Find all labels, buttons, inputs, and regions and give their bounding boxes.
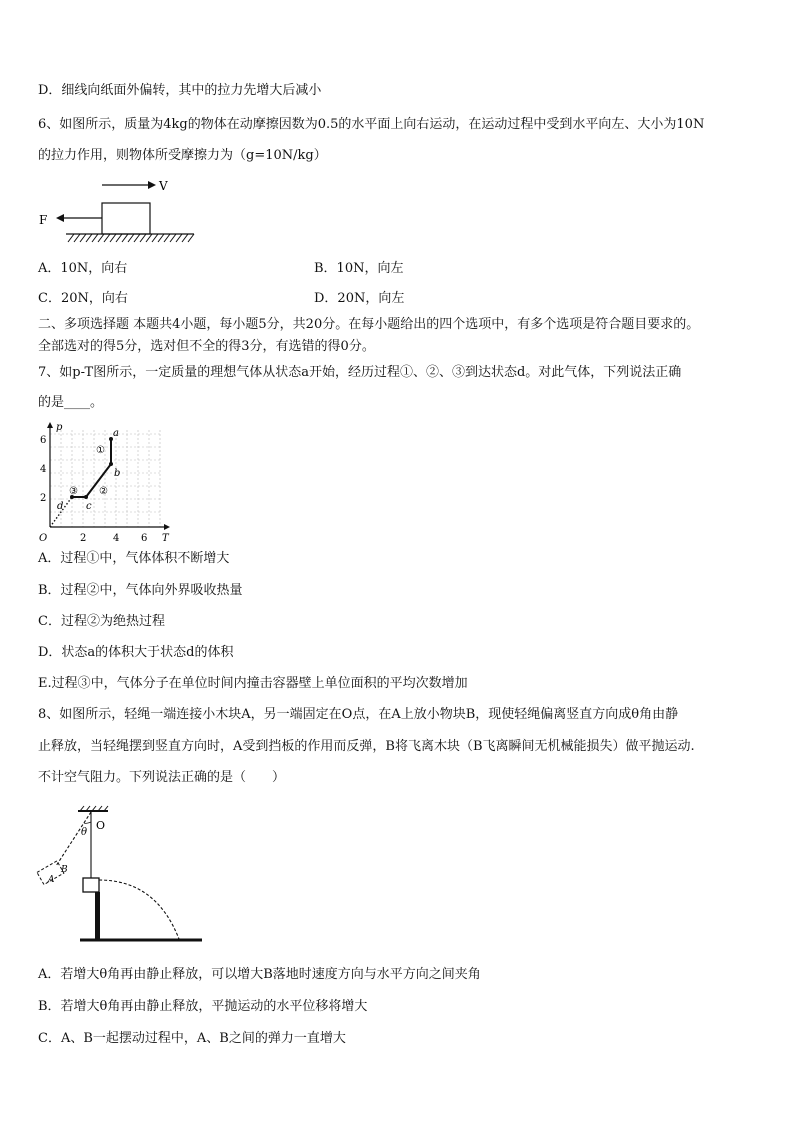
force-label: F xyxy=(39,213,48,227)
q7-option-e: E.过程③中，气体分子在单位时间内撞击容器壁上单位面积的平均次数增加 xyxy=(38,676,468,691)
q6-option-a: A．10N，向右 xyxy=(38,261,128,276)
q8-stem-line2: 止释放，当轻绳摆到竖直方向时，A受到挡板的作用而反弹，B将飞离木块（B飞离瞬间无机械能损失）做平抛运动. xyxy=(38,739,695,754)
q7-option-b: B．过程②中，气体向外界吸收热量 xyxy=(38,583,243,598)
q6-option-d: D．20N，向左 xyxy=(314,291,405,306)
q7-option-a: A．过程①中，气体体积不断增大 xyxy=(38,551,230,566)
y-tick-6: 6 xyxy=(40,435,47,446)
q6-stem-line1: 6、如图所示，质量为4kg的物体在动摩擦因数为0.5的水平面上向右运动，在运动过程中受到水平向左、大小为10N xyxy=(38,117,705,132)
q7-stem-line2: 的是____。 xyxy=(38,395,104,410)
process-1-label: ① xyxy=(96,445,105,456)
graph-y-label: p xyxy=(56,422,63,433)
x-tick-6: 6 xyxy=(141,533,148,544)
q7-option-c: C．过程②为绝热过程 xyxy=(38,614,165,629)
state-d-label: d xyxy=(57,501,64,512)
q7-pT-graph xyxy=(36,420,176,546)
point-o-label: O xyxy=(96,819,106,832)
q8-pendulum-figure xyxy=(36,804,208,948)
x-tick-4: 4 xyxy=(113,533,120,544)
q8-option-c: C．A、B一起摆动过程中，A、B之间的弹力一直增大 xyxy=(38,1031,346,1046)
q6-block-figure xyxy=(36,172,206,248)
graph-origin-label: O xyxy=(39,533,48,544)
q5-option-d: D．细线向纸面外偏转，其中的拉力先增大后减小 xyxy=(38,83,322,98)
q6-option-c: C．20N，向右 xyxy=(38,291,128,306)
q7-stem-line1: 7、如p-T图所示，一定质量的理想气体从状态a开始，经历过程①、②、③到达状态d。对此气体，下列说法正确 xyxy=(38,365,682,380)
q8-option-b: B．若增大θ角再由静止释放，平抛运动的水平位移将增大 xyxy=(38,999,368,1014)
state-b-label: b xyxy=(114,468,121,479)
q8-stem-line3: 不计空气阻力。下列说法正确的是（ ） xyxy=(38,770,286,785)
q6-stem-line2: 的拉力作用，则物体所受摩擦力为（g=10N/kg） xyxy=(38,148,327,163)
q7-option-d: D．状态a的体积大于状态d的体积 xyxy=(38,645,234,660)
graph-x-label: T xyxy=(162,533,169,544)
block-a-label: A xyxy=(48,875,55,885)
section2-header-line2: 全部选对的得5分，选对但不全的得3分，有选错的得0分。 xyxy=(38,339,375,354)
q8-option-a: A．若增大θ角再由静止释放，可以增大B落地时速度方向与水平方向之间夹角 xyxy=(38,967,481,982)
velocity-label: V xyxy=(159,179,168,193)
y-tick-2: 2 xyxy=(40,493,47,504)
theta-label: θ xyxy=(81,827,88,838)
x-tick-2: 2 xyxy=(80,533,87,544)
block-b-label: B xyxy=(61,865,68,875)
q6-option-b: B．10N，向左 xyxy=(314,261,404,276)
state-a-label: a xyxy=(113,428,119,439)
y-tick-4: 4 xyxy=(40,464,47,475)
state-c-label: c xyxy=(86,501,92,512)
q8-stem-line1: 8、如图所示，轻绳一端连接小木块A，另一端固定在O点，在A上放小物块B，现使轻绳偏离竖直方向成θ角由静 xyxy=(38,707,679,722)
section2-header-line1: 二、多项选择题 本题共4小题，每小题5分，共20分。在每小题给出的四个选项中，有多个选项是符合题目要求的。 xyxy=(38,317,700,332)
process-3-label: ③ xyxy=(69,486,78,497)
process-2-label: ② xyxy=(99,486,108,497)
